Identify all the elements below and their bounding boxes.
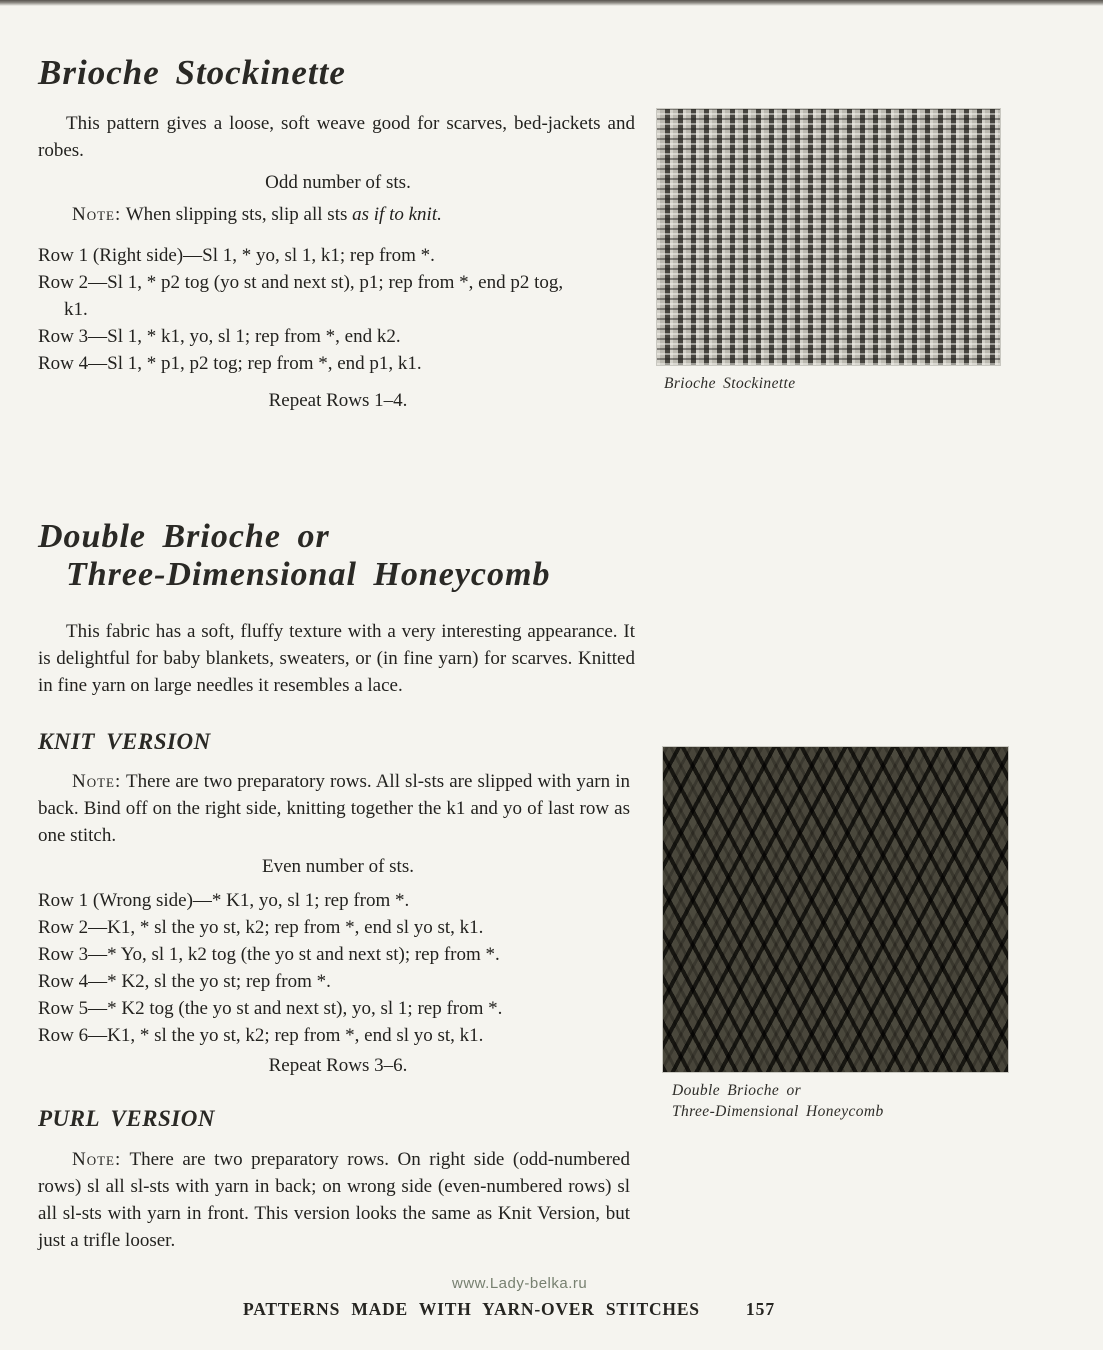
row-instruction: Row 6—K1, * sl the yo st, k2; rep from *, end sl yo st, k1. <box>38 1025 484 1046</box>
title-line-2: Three-Dimensional Honeycomb <box>66 556 551 593</box>
note-label: Note: <box>72 771 122 792</box>
note-text: There are two preparatory rows. On right side (odd-numbered rows) sl all sl-sts with yarn in back; on wrong side (even-numbered rows) sl all sl-sts with yarn in front. This version looks the same as Knit Version, but just a trifle looser. <box>38 1149 630 1251</box>
brioche-intro-paragraph: This pattern gives a loose, soft weave good for scarves, bed-jackets and robes. <box>38 113 635 161</box>
brioche-stockinette-swatch-photo <box>657 109 1000 365</box>
double-brioche-intro-paragraph: This fabric has a soft, fluffy texture with a very interesting appearance. It is delightful for baby blankets, sweaters, or (in fine yarn) for scarves. Knitted in fine yarn on large needles it resembles a lace. <box>38 621 635 696</box>
caption-line-2: Three-Dimensional Honeycomb <box>672 1103 884 1120</box>
title-line-1: Double Brioche or <box>38 518 330 555</box>
brioche-row-instructions <box>38 242 578 377</box>
section-title-brioche-stockinette: Brioche Stockinette <box>38 53 346 92</box>
knit-version-stitch-count-line: Even number of sts. <box>262 856 414 877</box>
note-italic-phrase: as if to knit. <box>352 204 442 225</box>
row-instruction: Row 3—Sl 1, * k1, yo, sl 1; rep from *, end k2. <box>38 326 401 347</box>
double-brioche-swatch-photo <box>663 747 1008 1072</box>
brioche-photo-caption: Brioche Stockinette <box>664 375 796 392</box>
brioche-repeat-line: Repeat Rows 1–4. <box>268 390 408 411</box>
running-footer <box>243 1299 775 1320</box>
note-label: Note: <box>72 1149 122 1170</box>
row-instruction: Row 1 (Right side)—Sl 1, * yo, sl 1, k1; rep from *. <box>38 245 435 266</box>
double-brioche-photo-caption <box>672 1080 884 1122</box>
note-text: When slipping sts, slip all sts <box>121 204 353 225</box>
purl-version-heading: PURL VERSION <box>38 1106 215 1131</box>
purl-version-note <box>38 1146 630 1254</box>
knit-version-row-instructions <box>38 887 578 1049</box>
row-instruction: Row 4—Sl 1, * p1, p2 tog; rep from *, end p1, k1. <box>38 353 422 374</box>
row-instruction: Row 1 (Wrong side)—* K1, yo, sl 1; rep from *. <box>38 890 410 911</box>
brioche-stitch-count-line: Odd number of sts. <box>265 172 411 193</box>
row-instruction: Row 2—K1, * sl the yo st, k2; rep from *, end sl yo st, k1. <box>38 917 484 938</box>
row-instruction: Row 5—* K2 tog (the yo st and next st), yo, sl 1; rep from *. <box>38 998 503 1019</box>
page-number: 157 <box>745 1299 776 1319</box>
section-title-double-brioche <box>38 518 638 594</box>
knit-version-repeat-line: Repeat Rows 3–6. <box>268 1055 408 1076</box>
footer-title: PATTERNS MADE WITH YARN-OVER STITCHES <box>243 1299 700 1319</box>
knit-version-heading: KNIT VERSION <box>38 729 211 754</box>
caption-line-1: Double Brioche or <box>672 1082 802 1099</box>
text-column <box>38 0 638 1254</box>
watermark-url-text: www.Lady-belka.ru <box>452 1275 588 1292</box>
note-label: Note: <box>72 204 122 225</box>
row-instruction: Row 3—* Yo, sl 1, k2 tog (the yo st and next st); rep from *. <box>38 944 500 965</box>
note-text: There are two preparatory rows. All sl-sts are slipped with yarn in back. Bind off on the right side, knitting together the k1 and yo of last row as one stitch. <box>38 771 630 846</box>
brioche-note <box>38 201 630 228</box>
row-instruction: Row 2—Sl 1, * p2 tog (yo st and next st), p1; rep from *, end p2 tog, k1. <box>38 272 564 320</box>
knit-version-note <box>38 768 630 849</box>
row-instruction: Row 4—* K2, sl the yo st; rep from *. <box>38 971 331 992</box>
